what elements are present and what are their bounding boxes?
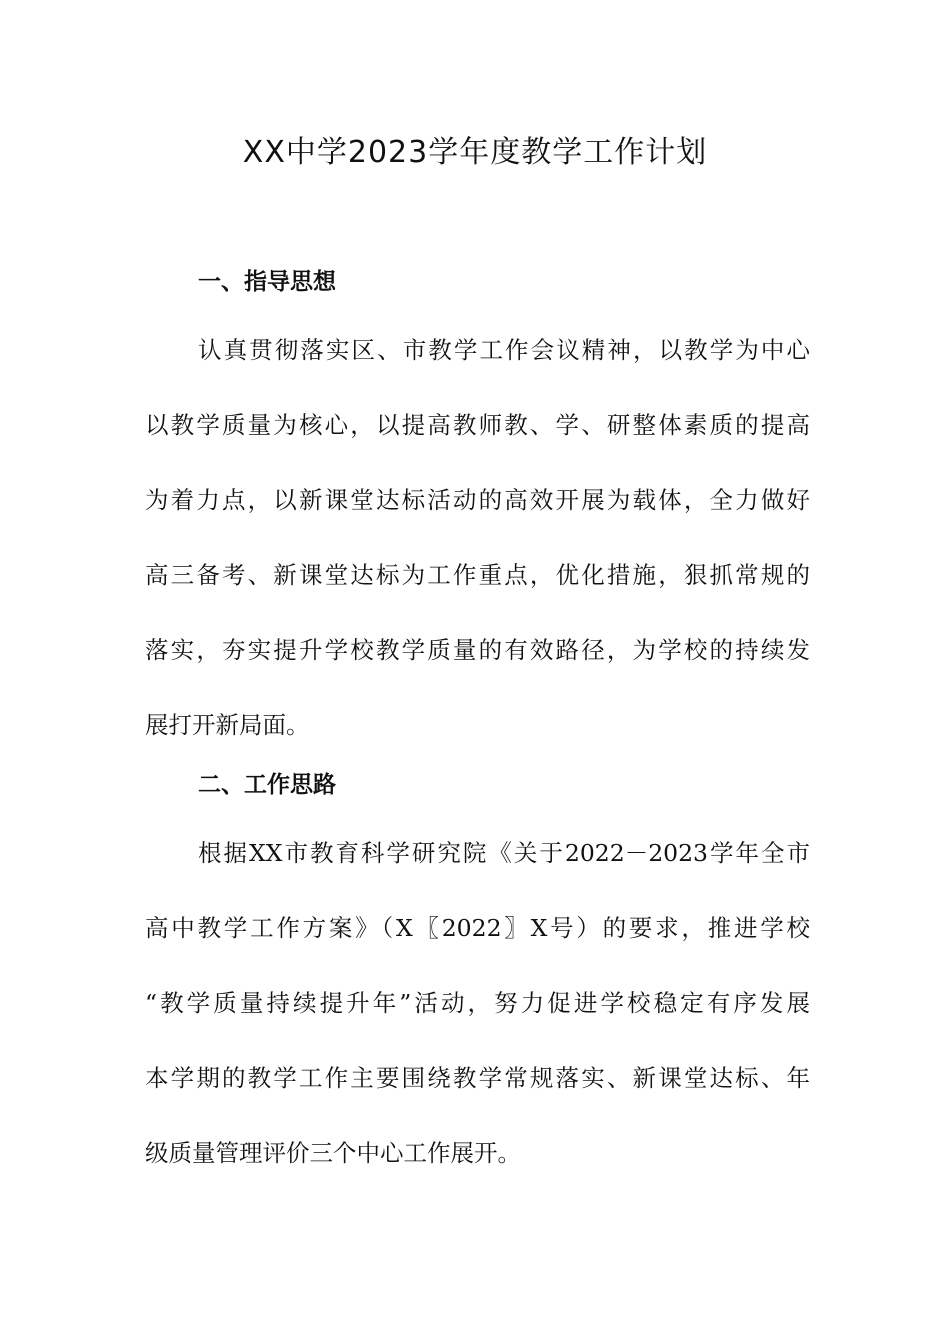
paragraph-line: 根据XX市教育科学研究院《关于2022－2023学年全市 (198, 839, 810, 867)
section-paragraph-guiding-ideology (145, 330, 810, 780)
paragraph-line: 高中教学工作方案》（X〖2022〗X号）的要求，推进学校 (145, 914, 810, 942)
paragraph-line: 以教学质量为核心，以提高教师教、学、研整体素质的提高 (145, 411, 810, 439)
section-heading-work-approach: 二、工作思路 (198, 772, 336, 798)
paragraph-line: 落实，夯实提升学校教学质量的有效路径，为学校的持续发 (145, 636, 810, 664)
section-heading-guiding-ideology: 一、指导思想 (198, 269, 336, 295)
document-title: XX中学2023学年度教学工作计划 (242, 135, 708, 170)
paragraph-line: 展打开新局面。 (145, 711, 310, 739)
paragraph-line: 认真贯彻落实区、市教学工作会议精神，以教学为中心 (198, 336, 810, 364)
paragraph-line: 本学期的教学工作主要围绕教学常规落实、新课堂达标、年 (145, 1064, 810, 1092)
paragraph-line: “教学质量持续提升年”活动，努力促进学校稳定有序发展 (145, 989, 810, 1017)
paragraph-line: 为着力点，以新课堂达标活动的高效开展为载体，全力做好 (145, 486, 810, 514)
paragraph-line: 级质量管理评价三个中心工作展开。 (145, 1139, 521, 1167)
paragraph-line: 高三备考、新课堂达标为工作重点，优化措施，狠抓常规的 (145, 561, 810, 589)
section-paragraph-work-approach (145, 833, 810, 1208)
